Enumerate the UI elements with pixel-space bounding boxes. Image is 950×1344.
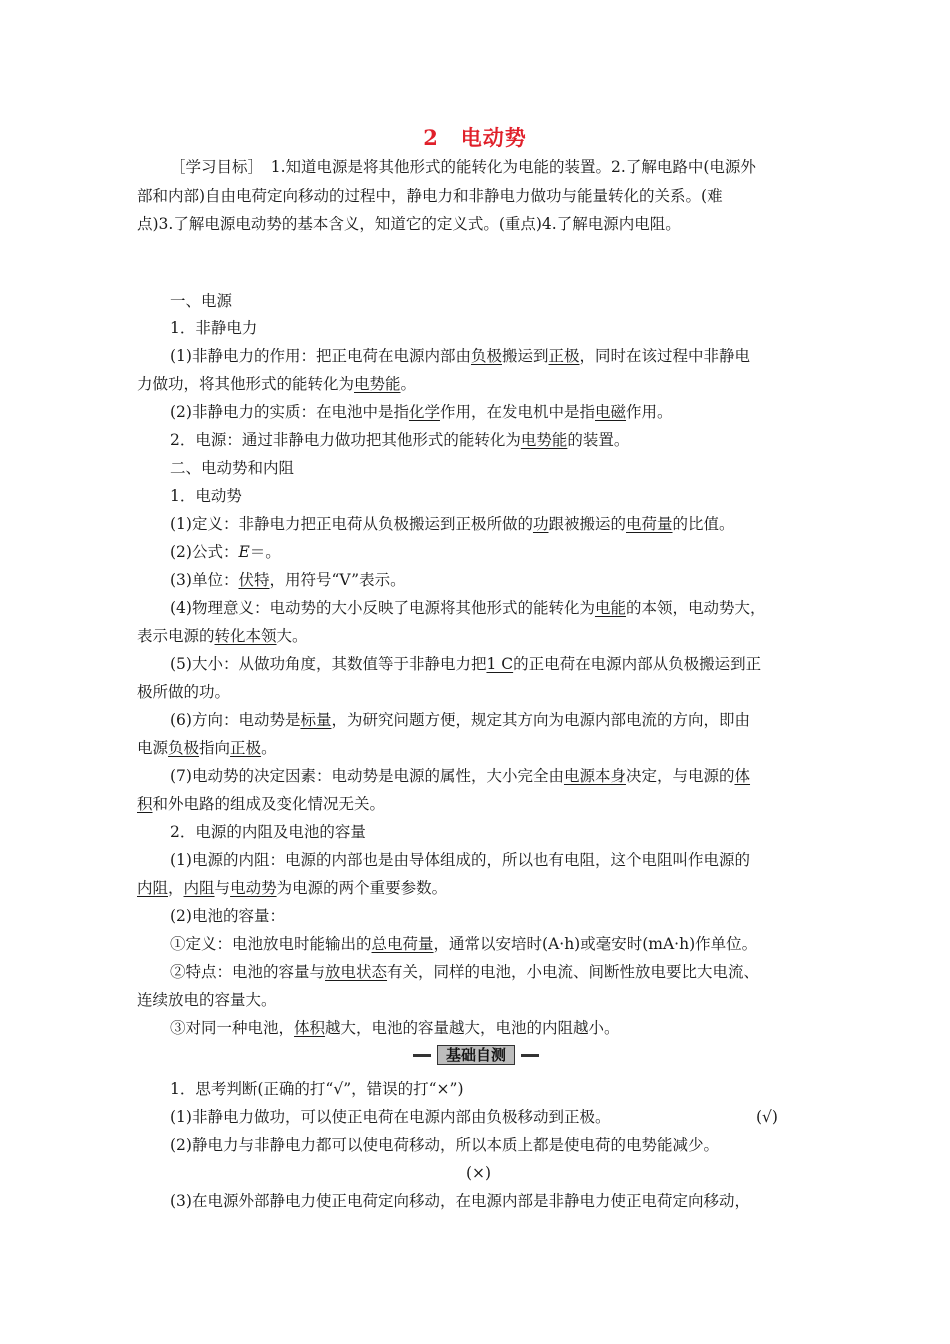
blank-answer: 电磁 (595, 403, 627, 421)
text: (1)定义：非静电力把正电荷从负极搬运到正极所做的 (170, 515, 533, 533)
badge-rule-right (521, 1054, 539, 1057)
paragraph (170, 709, 750, 731)
blank-answer: 电荷量 (626, 515, 673, 533)
paragraph (170, 401, 673, 423)
text: 的本领，电动势大， (625, 599, 766, 617)
text: 的比值。 (672, 515, 735, 533)
quiz-item: (3)在电源外部静电力使正电荷定向移动，在电源内部是非静电力使正电荷定向移动， (170, 1192, 750, 1210)
paragraph (137, 625, 308, 647)
text: 指向 (199, 739, 231, 757)
paragraph (137, 793, 385, 815)
text: ， (168, 879, 184, 897)
blank-answer: 内阻 (137, 879, 169, 897)
text: 表示电源的 (137, 627, 215, 645)
text: 决定，与电源的 (625, 767, 735, 785)
text: 搬运到 (501, 347, 549, 365)
paragraph (170, 345, 750, 367)
objectives-line-2: 部和内部)自由电荷定向移动的过程中，静电力和非静电力做功与能量转化的关系。(难 (137, 187, 723, 205)
paragraph: (1)电源的内阻：电源的内部也是由导体组成的，所以也有电阻，这个电阻叫作电源的 (170, 851, 750, 869)
blank-answer: 积 (137, 795, 153, 813)
paragraph (170, 933, 757, 955)
paragraph (170, 569, 406, 591)
text: ②特点：电池的容量与 (170, 963, 326, 981)
text: (6)方向：电动势是 (170, 711, 301, 729)
text: ，通常以安培时(A·h)或毫安时(mA·h)作单位。 (433, 935, 758, 953)
paragraph (170, 765, 750, 787)
blank-answer: 1 C (486, 655, 514, 673)
text: 跟被搬运的 (548, 515, 626, 533)
blank-answer: 电动势 (230, 879, 277, 897)
blank-answer: 功 (532, 515, 549, 533)
paragraph (137, 373, 416, 395)
text: ，为研究问题方便，规定其方向为电源内部电流的方向，即由 (331, 711, 750, 729)
page-title: 2 电动势 (423, 125, 527, 150)
text: 力做功，将其他形式的能转化为 (137, 375, 355, 393)
quiz-answer-mark: (×) (466, 1164, 492, 1182)
blank-answer: 负极 (470, 347, 502, 365)
blank-answer: 总电荷量 (371, 935, 434, 953)
text: 与 (214, 879, 231, 897)
paragraph: 极所做的功。 (137, 683, 231, 701)
paragraph (170, 597, 766, 619)
text: 作用，在发电机中是指 (439, 403, 595, 421)
text: ，用符号“V”表示。 (269, 571, 406, 589)
blank-answer: 电源本身 (563, 767, 626, 785)
text: 。 (400, 375, 417, 393)
quiz-item: (2)静电力与非静电力都可以使电荷移动，所以本质上都是使电荷的电势能减少。 (170, 1136, 719, 1154)
blank-answer: 负极 (168, 739, 200, 757)
section-badge (413, 1045, 539, 1065)
blank-answer: 标量 (300, 711, 332, 729)
text: 大。 (276, 627, 308, 645)
text: ，同时在该过程中非静电 (579, 347, 751, 365)
quiz-item: (1)非静电力做功，可以使正电荷在电源内部由负极移动到正极。 (170, 1108, 611, 1126)
paragraph: (2)电池的容量： (170, 907, 285, 925)
paragraph (170, 513, 735, 535)
paragraph: 连续放电的容量大。 (137, 991, 277, 1009)
paragraph (137, 737, 277, 759)
objectives-line-3: 点)3.了解电源电动势的基本含义，知道它的定义式。(重点)4.了解电源内电阻。 (137, 215, 681, 233)
text: ③对同一种电池， (170, 1019, 295, 1037)
section-heading: 一、电源 (170, 292, 233, 310)
text: (2)公式： (170, 543, 239, 561)
subheading: 2．电源的内阻及电池的容量 (170, 823, 366, 841)
paragraph (170, 1017, 620, 1039)
blank-answer: 正极 (548, 347, 580, 365)
text: (5)大小：从做功角度，其数值等于非静电力把 (170, 655, 487, 673)
blank-answer: 电能 (594, 599, 626, 617)
blank-answer: 体积 (294, 1019, 326, 1037)
blank-answer: 内阻 (183, 879, 215, 897)
badge-label: 基础自测 (437, 1045, 515, 1065)
formula-symbol: E (238, 543, 250, 561)
text: (4)物理意义：电动势的大小反映了电源将其他形式的能转化为 (170, 599, 595, 617)
text: 为电源的两个重要参数。 (276, 879, 448, 897)
text: 。 (261, 739, 277, 757)
objectives-line-1: ［学习目标］ 1.知道电源是将其他形式的能转化为电能的装置。2.了解电路中(电源外 (170, 158, 756, 176)
text: 和外电路的组成及变化情况无关。 (152, 795, 386, 813)
blank-answer: 转化本领 (214, 627, 277, 645)
subheading: 1．非静电力 (170, 319, 258, 337)
text: 的装置。 (567, 431, 630, 449)
badge-rule-left (413, 1054, 431, 1057)
paragraph (170, 541, 281, 563)
subheading: 1．电动势 (170, 487, 242, 505)
blank-answer: 伏特 (238, 571, 270, 589)
paragraph (137, 877, 447, 899)
quiz-answer-mark: (√) (756, 1108, 778, 1126)
blank-answer: 电势能 (354, 375, 401, 393)
blank-answer: 体 (734, 767, 751, 785)
blank-answer: 正极 (230, 739, 262, 757)
text: (7)电动势的决定因素：电动势是电源的属性，大小完全由 (170, 767, 564, 785)
text: ＝。 (249, 543, 281, 561)
paragraph (170, 429, 629, 451)
quiz-heading: 1．思考判断(正确的打“√”，错误的打“×”) (170, 1080, 464, 1098)
blank-answer: 放电状态 (325, 963, 388, 981)
text: 的正电荷在电源内部从负极搬运到正 (513, 655, 762, 673)
section-heading: 二、电动势和内阻 (170, 459, 295, 477)
text: 有关，同样的电池，小电流、间断性放电要比大电流、 (387, 963, 760, 981)
text: (1)非静电力的作用：把正电荷在电源内部由 (170, 347, 471, 365)
blank-answer: 化学 (408, 403, 440, 421)
text: 作用。 (626, 403, 673, 421)
text: (3)单位： (170, 571, 239, 589)
text: (2)非静电力的实质：在电池中是指 (170, 403, 409, 421)
text: ①定义：电池放电时能输出的 (170, 935, 372, 953)
text: 电源 (137, 739, 169, 757)
paragraph (170, 653, 761, 675)
blank-answer: 电势能 (520, 431, 568, 449)
paragraph (170, 961, 759, 983)
text: 越大，电池的容量越大，电池的内阻越小。 (325, 1019, 620, 1037)
text: 2．电源：通过非静电力做功把其他形式的能转化为 (170, 431, 521, 449)
